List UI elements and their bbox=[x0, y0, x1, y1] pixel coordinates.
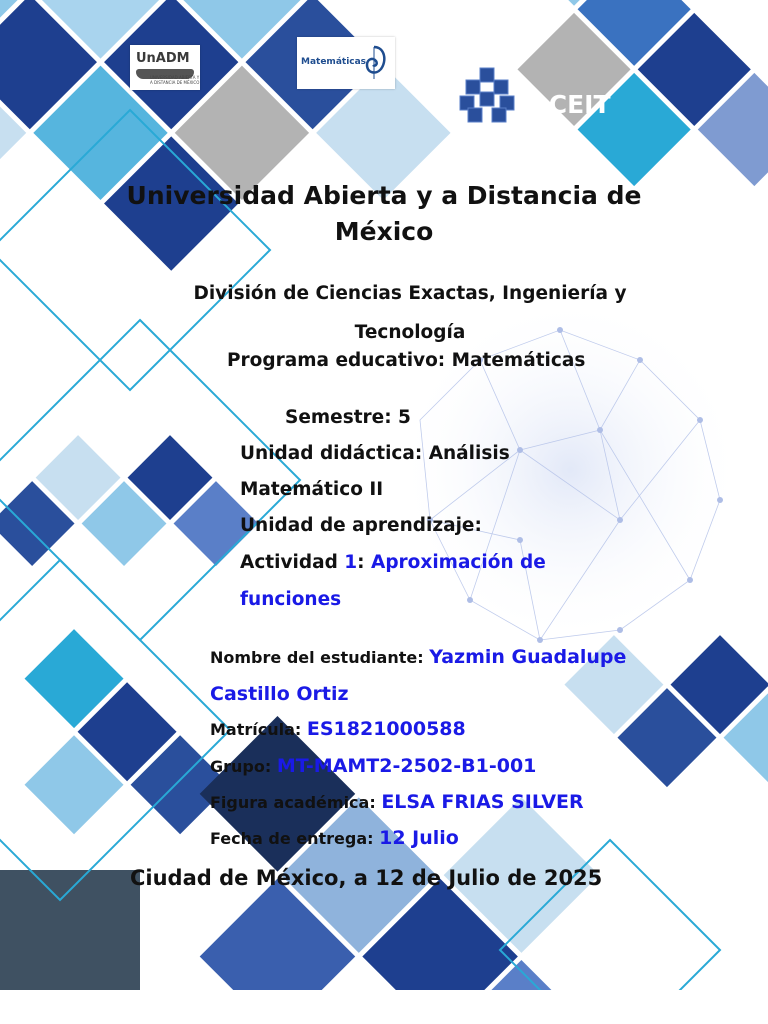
group-value: MT-MAMT2-2502-B1-001 bbox=[276, 755, 537, 777]
delivery-date-label: Fecha de entrega: bbox=[210, 829, 380, 848]
didactic-unit-line-1: Unidad didáctica: Análisis bbox=[240, 443, 510, 464]
activity-title-line-2: funciones bbox=[240, 589, 342, 610]
activity-colon: : bbox=[357, 552, 371, 573]
division-name bbox=[150, 274, 670, 352]
teacher-label: Figura académica: bbox=[210, 793, 382, 812]
learning-unit: Unidad de aprendizaje: bbox=[240, 515, 482, 536]
student-id-line bbox=[210, 718, 466, 740]
activity-title-line-1: Aproximación de bbox=[371, 552, 546, 573]
group-label: Grupo: bbox=[210, 757, 277, 776]
dceit-logo bbox=[458, 66, 611, 124]
unadm-logo-subtext: UNIVERSIDAD ABIERTA Y A DISTANCIA DE MÉXICO bbox=[150, 75, 200, 85]
cube-cluster-icon bbox=[458, 66, 524, 124]
teacher-value: ELSA FRIAS SILVER bbox=[381, 791, 584, 813]
program-name: Programa educativo: Matemáticas bbox=[227, 350, 586, 371]
didactic-unit-line-2: Matemático II bbox=[240, 479, 384, 500]
group-line bbox=[210, 755, 536, 777]
student-id-label: Matrícula: bbox=[210, 720, 307, 739]
matematicas-logo bbox=[297, 37, 395, 89]
activity-label: Actividad bbox=[240, 552, 345, 573]
delivery-date-value: 12 Julio bbox=[379, 827, 459, 849]
student-name-line bbox=[210, 646, 626, 668]
unadm-logo bbox=[130, 45, 200, 90]
matematicas-logo-text: Matemáticas bbox=[301, 57, 367, 67]
place-and-date: Ciudad de México, a 12 de Julio de 2025 bbox=[130, 866, 603, 890]
activity-line bbox=[240, 552, 546, 573]
teacher-line bbox=[210, 791, 584, 813]
division-line-1: División de Ciencias Exactas, Ingeniería y bbox=[193, 283, 627, 304]
student-name-line-1: Yazmin Guadalupe bbox=[429, 646, 627, 668]
activity-number: 1 bbox=[344, 552, 358, 573]
nautilus-shell-icon bbox=[359, 43, 389, 83]
page-bottom-margin bbox=[0, 990, 768, 1024]
student-name-label: Nombre del estudiante: bbox=[210, 648, 430, 667]
unadm-logo-text: UnADM bbox=[136, 51, 190, 66]
delivery-date-line bbox=[210, 827, 459, 849]
division-line-2: Tecnología bbox=[354, 322, 466, 343]
university-title: Universidad Abierta y a Distancia de México bbox=[126, 181, 642, 246]
student-id-value: ES1821000588 bbox=[306, 718, 466, 740]
semester: Semestre: 5 bbox=[285, 407, 411, 428]
student-name-line-2: Castillo Ortiz bbox=[210, 683, 349, 705]
dceit-logo-text: DCEIT bbox=[528, 90, 611, 119]
